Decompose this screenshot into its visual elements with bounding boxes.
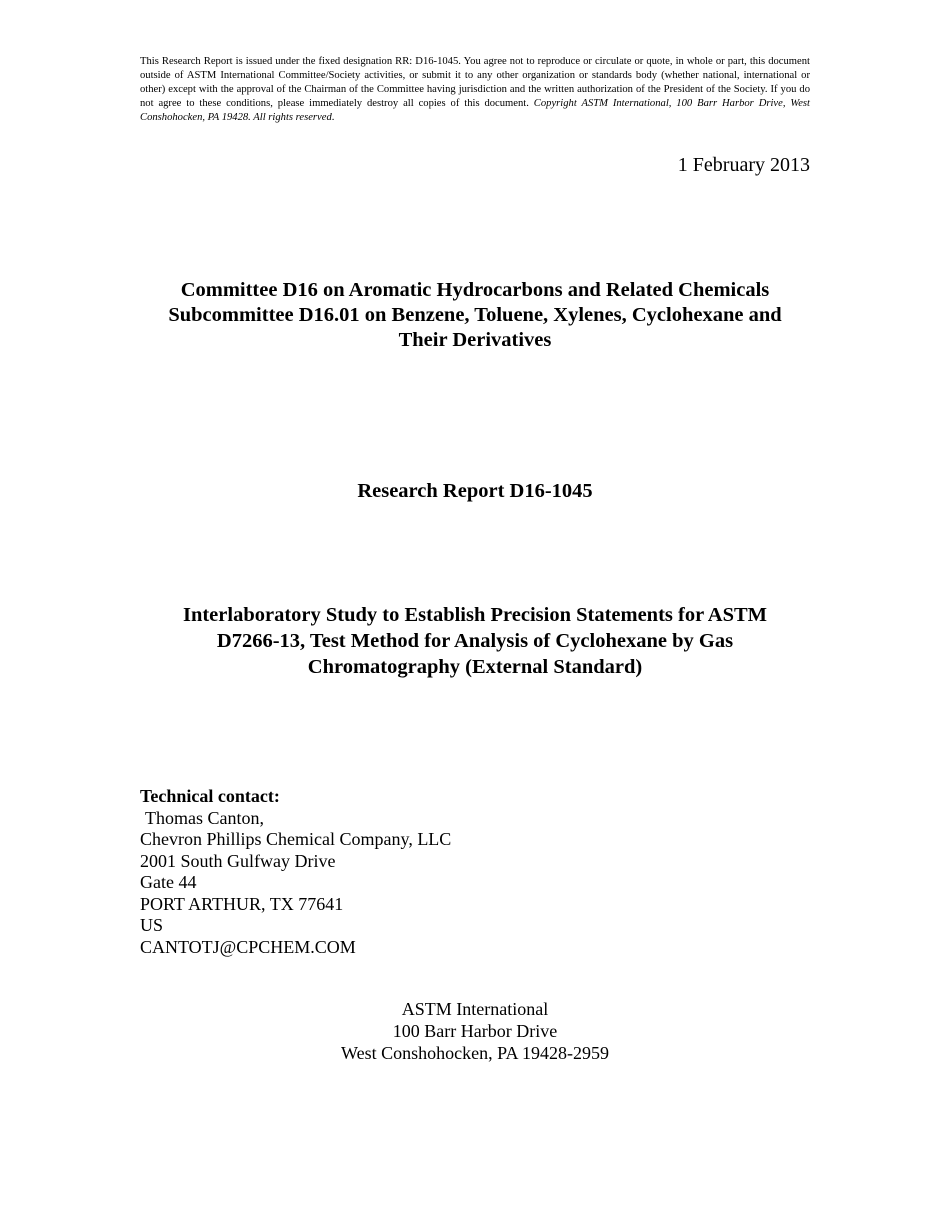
notice-copyright: Copyright ASTM International, 100 Barr Harbor Drive, West Conshohocken, PA 19428. All rights reserved [140,98,810,123]
report-title: Research Report D16-1045 [357,480,593,502]
astm-address-block [140,998,810,1064]
contact-name: Thomas Canton, [145,807,264,828]
copyright-notice: This Research Report is issued under the fixed designation RR: D16-1045. You agree not to reproduce or circulate or quote, in whole or part, this document outside of ASTM International Committee/Society activities, or submit it to any other organization or standards body (whether national, international or other) except with the approval of the Chairman of the Committee having jurisdiction and the written authorization of the President of the Society. If you do not agree to these conditions, please immediately destroy all copies of this document. Copyright ASTM International, 100 Barr Harbor Drive, West Conshohocken, PA 19428. All rights reserved. [140,56,810,123]
notice-text: This Research Report is issued under the fixed designation RR: D16-1045. You agree not to reproduce or circulate or quote, in whole or part, this document outside of ASTM International Committee/Society activities, or submit it to any other organization or standards body (whether national, international or other) except with the approval of the Chairman of the Committee having jurisdiction and the written authorization of the President of the Society. If you do not agree to these conditions, please immediately destroy all copies of this document. [140,56,810,109]
contact-street: 2001 South Gulfway Drive [140,850,336,871]
study-title-line-2: D7266-13, Test Method for Analysis of Cyclohexane by Gas [216,630,734,652]
contact-company: Chevron Phillips Chemical Company, LLC [140,829,452,849]
contact-gate: Gate 44 [140,872,197,892]
study-title [140,602,810,680]
technical-contact-block [140,786,451,958]
contact-country: US [140,915,164,935]
contact-heading: Technical contact: [140,786,280,806]
committee-heading [140,278,810,353]
study-title-line-3: Chromatography (External Standard) [307,656,643,678]
document-date: 1 February 2013 [677,154,810,176]
astm-city: West Conshohocken, PA 19428-2959 [341,1043,609,1063]
study-title-line-1: Interlaboratory Study to Establish Precision Statements for ASTM [182,604,768,626]
committee-line-3: Their Derivatives [398,329,552,351]
astm-street: 100 Barr Harbor Drive [392,1021,558,1041]
committee-line-1: Committee D16 on Aromatic Hydrocarbons and Related Chemicals [180,279,770,301]
contact-city: PORT ARTHUR, TX 77641 [140,893,344,914]
committee-line-2: Subcommittee D16.01 on Benzene, Toluene, Xylenes, Cyclohexane and [168,304,782,326]
contact-email: CANTOTJ@CPCHEM.COM [140,936,356,957]
astm-name: ASTM International [401,999,549,1019]
